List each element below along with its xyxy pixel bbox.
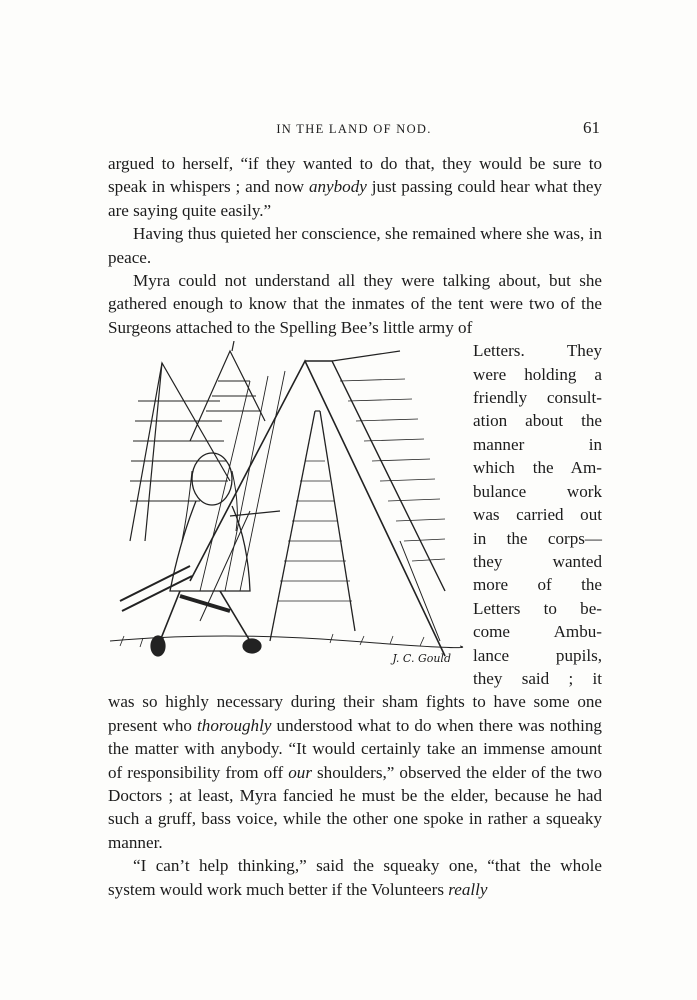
column-line: ation about the <box>473 411 602 431</box>
emphasis: really <box>448 879 488 899</box>
tent-illustration <box>100 341 465 678</box>
column-line: was carried out <box>473 505 602 525</box>
page-body <box>108 152 602 901</box>
column-line: lance pupils, <box>473 645 602 665</box>
emphasis: anybody <box>308 177 367 197</box>
running-header <box>108 118 600 144</box>
column-line: Letters to be- <box>473 598 602 618</box>
text-run: “I can’t help thinking,” said the squeaky one, “that the whole system would work much better if the Volunteers <box>108 856 602 899</box>
column-line: friendly consult- <box>473 388 602 408</box>
column-line: they wanted <box>473 551 602 571</box>
column-line: more of the <box>473 575 602 595</box>
column-line: were holding a <box>473 364 602 384</box>
column-line: they said ; it <box>473 668 602 688</box>
text-run: just passing could hear what they are saying quite easily.” <box>108 177 602 220</box>
paragraph-4 <box>108 854 602 901</box>
column-line: manner in <box>473 434 602 454</box>
column-line: bulance work <box>473 481 602 501</box>
paragraph-3-continued <box>108 690 602 854</box>
tent-drawing <box>100 341 465 678</box>
emphasis: our <box>288 762 312 782</box>
text-run: was so highly necessary during their sham fights to have some one present who <box>108 692 602 735</box>
paragraph-2: Having thus quieted her conscience, she remained where she was, in peace. <box>108 224 602 267</box>
column-line: Letters. They <box>473 341 602 361</box>
running-head: IN THE LAND OF NOD. <box>276 122 432 136</box>
column-line: in the corps— <box>473 528 602 548</box>
page-number: 61 <box>583 118 600 137</box>
paragraph-3-intro: Myra could not understand all they were talking about, but she gathered enough to know that the inmates of the tent were two of the Surgeons attached to the Spelling Bee’s little army of <box>108 271 602 337</box>
text-run: shoulders,” observed the elder of the two Doctors ; at least, Myra fancied he must be the elder, because he had such a gruff, bass voice, while the other one spoke in rather a squeaky manner. <box>108 762 603 852</box>
emphasis: thoroughly <box>197 715 272 735</box>
text-run: argued to herself, “if they wanted to do that, they would be sure to speak in whispers ; and now <box>108 154 602 197</box>
text-run: understood what to do when there was nothing the matter with anybody. “It would certainly take an immense amount of responsibility from off <box>108 715 602 782</box>
column-line: which the Am- <box>473 458 602 478</box>
column-line: come Ambu- <box>473 622 602 642</box>
illustrator-signature: J. C. Gould <box>392 651 451 665</box>
paragraph-1 <box>108 152 602 222</box>
